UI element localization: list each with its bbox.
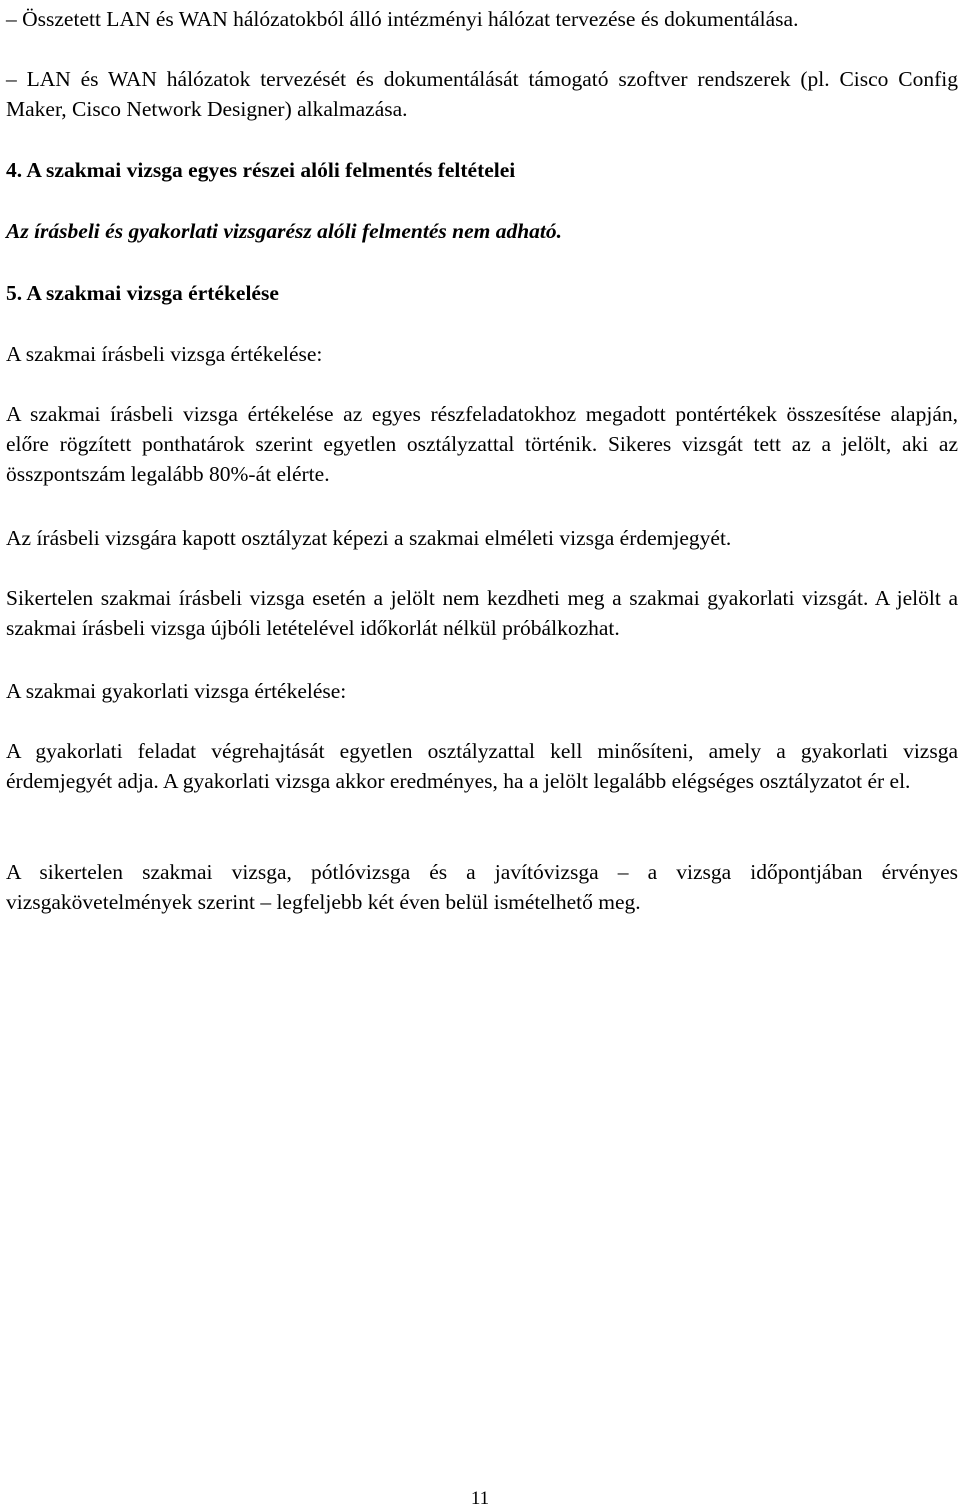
section-5-heading: 5. A szakmai vizsga értékelése [6, 281, 279, 305]
written-grade-paragraph: Az írásbeli vizsgára kapott osztályzat képezi a szakmai elméleti vizsga érdemjegyét. [6, 526, 732, 550]
written-evaluation-label: A szakmai írásbeli vizsga értékelése: [6, 342, 323, 366]
practical-evaluation-label: A szakmai gyakorlati vizsga értékelése: [6, 679, 347, 703]
written-evaluation-paragraph: A szakmai írásbeli vizsga értékelése az egyes részfeladatokhoz megadott pontértékek összesítése alapján, előre rögzített ponthatárok szerint egyetlen osztályzattal történik. Sikeres vizsgát tett az a jelölt, aki az összpontszám legalább 80%-át elérte. [6, 402, 958, 486]
page-number: 11 [470, 1488, 490, 1509]
practical-evaluation-paragraph: A gyakorlati feladat végrehajtását egyetlen osztályzattal kell minősíteni, amely a gyakorlati vizsga érdemjegyét adja. A gyakorlati vizsga akkor eredményes, ha a jelölt legalább elégséges osztályzatot ér el. [6, 739, 958, 793]
written-failure-paragraph: Sikertelen szakmai írásbeli vizsga esetén a jelölt nem kezdheti meg a szakmai gyakorlati vizsgát. A jelölt a szakmai írásbeli vizsga újbóli letételével időkorlát nélkül próbálkozhat. [6, 586, 958, 640]
section-4-statement: Az írásbeli és gyakorlati vizsgarész alóli felmentés nem adható. [6, 219, 563, 243]
list-item: – LAN és WAN hálózatok tervezését és dokumentálását támogató szoftver rendszerek (pl. Cisco Config Maker, Cisco Network Designer) alkalmazása. [6, 67, 958, 121]
retake-paragraph: A sikertelen szakmai vizsga, pótlóvizsga és a javítóvizsga – a vizsga időpontjában érvényes vizsgakövetelmények szerint – legfeljebb két éven belül ismételhető meg. [6, 860, 958, 914]
list-item: – Összetett LAN és WAN hálózatokból álló intézményi hálózat tervezése és dokumentálása. [6, 7, 799, 31]
section-4-heading: 4. A szakmai vizsga egyes részei alóli felmentés feltételei [6, 158, 516, 182]
